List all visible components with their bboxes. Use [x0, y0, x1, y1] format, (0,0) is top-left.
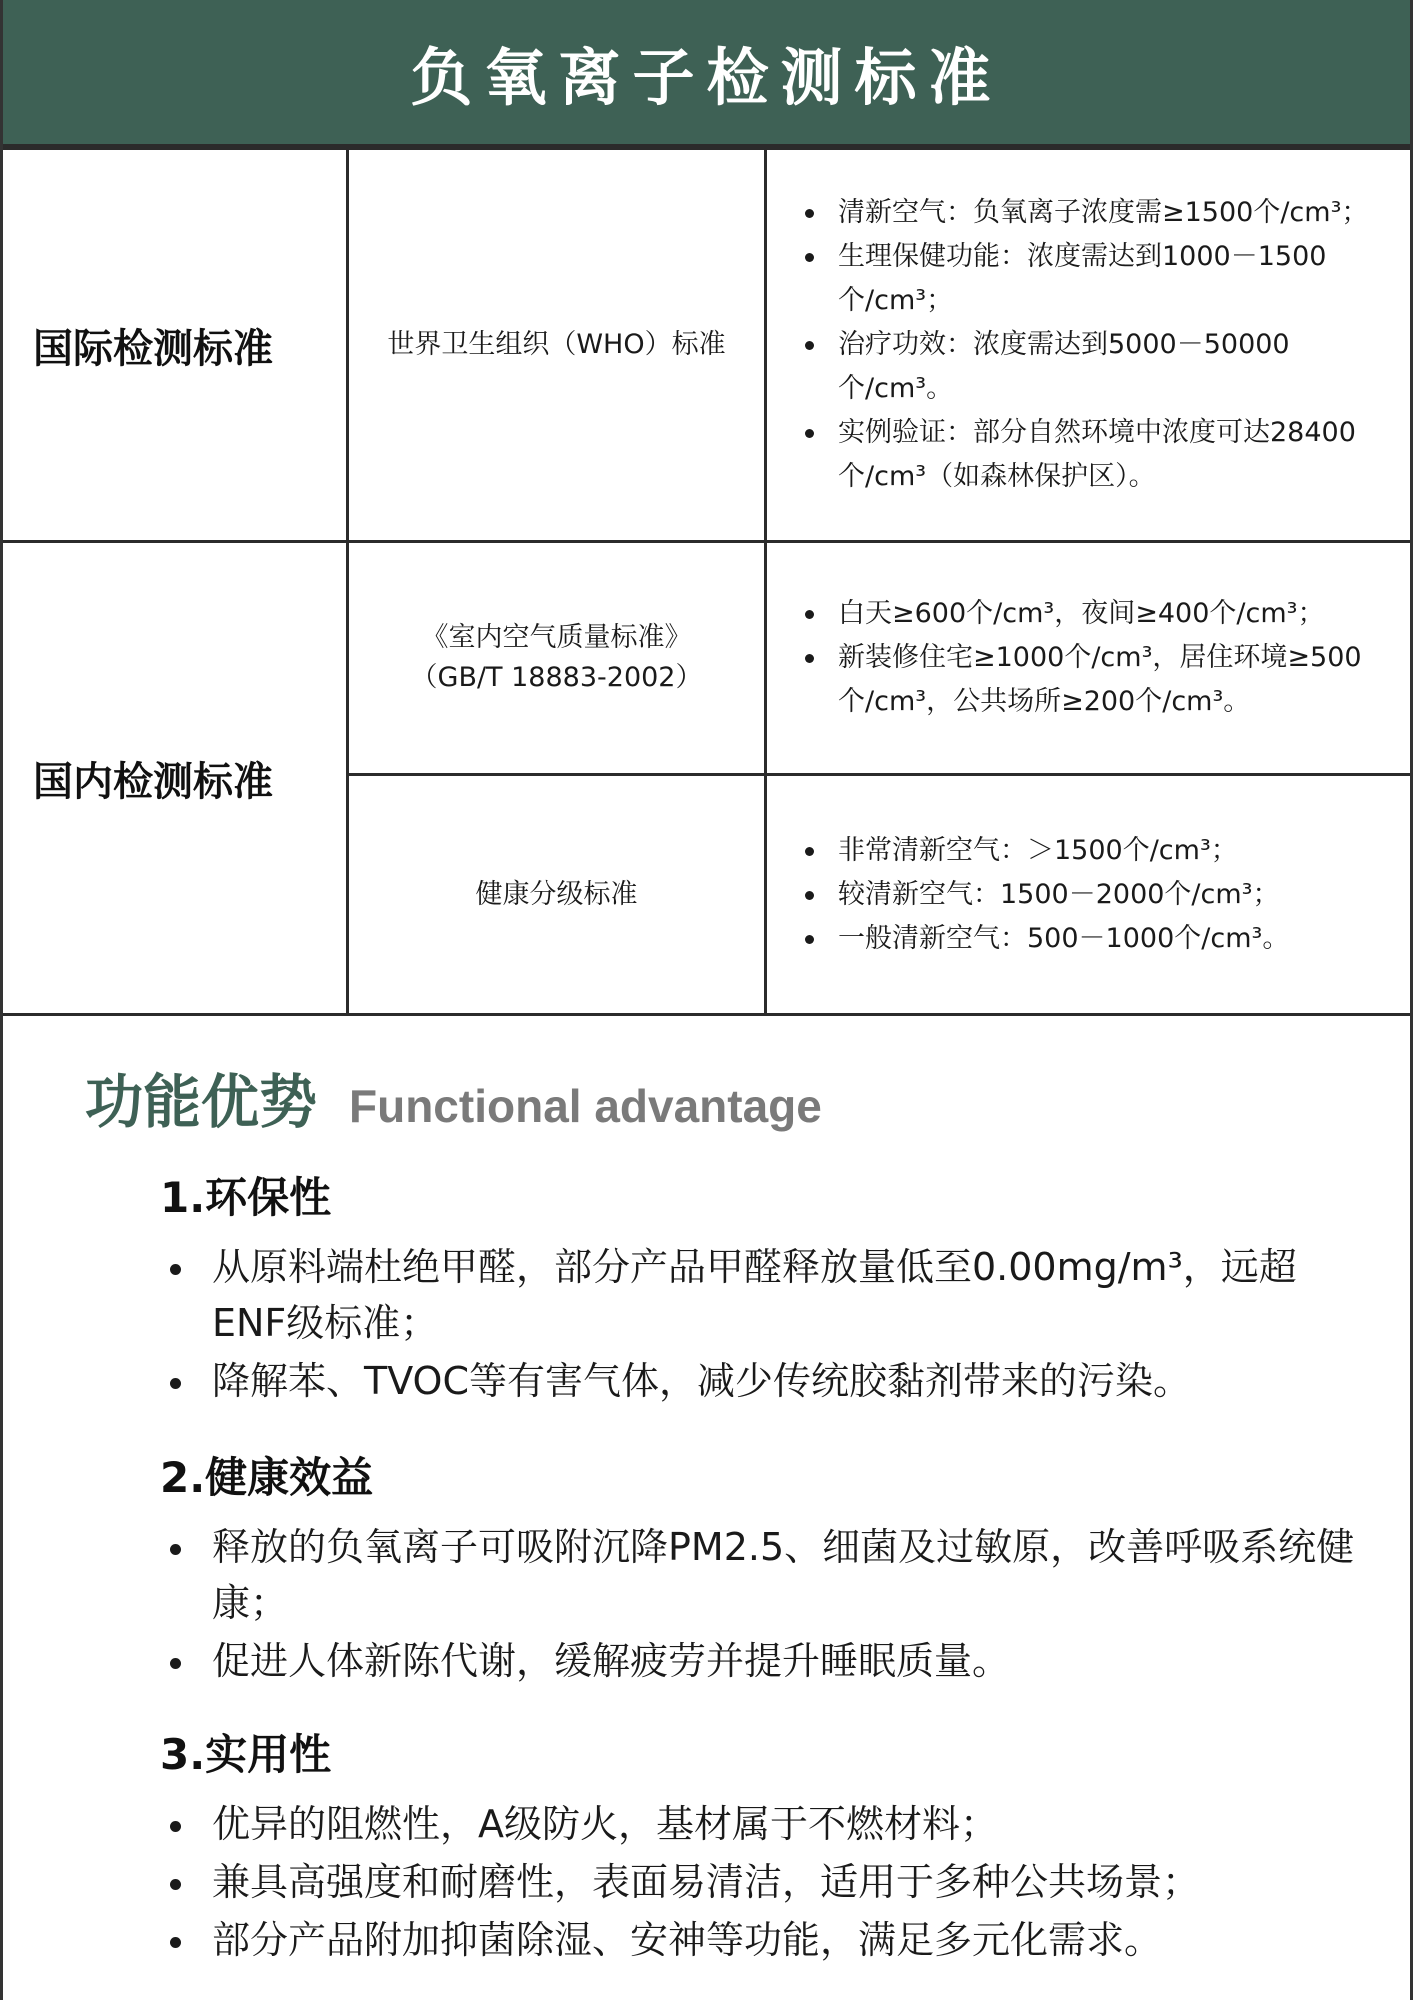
section-heading: 2.健康效益 — [160, 1453, 374, 1502]
standard-details-who — [766, 149, 1413, 542]
list-item: 生理保健功能：浓度需达到1000－1500个/cm³； — [805, 235, 1393, 323]
list-item: 白天≥600个/cm³，夜间≥400个/cm³； — [805, 592, 1393, 636]
list-item: 降解苯、TVOC等有害气体，减少传统胶黏剂带来的污染。 — [170, 1353, 1360, 1409]
advantage-list — [170, 1239, 1360, 1409]
list-item: 优异的阻燃性，A级防火，基材属于不燃材料； — [170, 1796, 1360, 1852]
list-item: 较清新空气：1500－2000个/cm³； — [805, 873, 1393, 917]
page-border-left — [0, 0, 3, 2000]
advantage-list — [170, 1519, 1360, 1689]
advantage-section-eco — [160, 1165, 1360, 1411]
detail-list — [805, 829, 1393, 961]
detail-list — [805, 191, 1393, 499]
standards-table — [0, 147, 1413, 1016]
section-heading: 3.实用性 — [160, 1730, 332, 1779]
standard-details-health — [766, 775, 1413, 1015]
list-item: 治疗功效：浓度需达到5000－50000个/cm³。 — [805, 323, 1393, 411]
advantage-section-health — [160, 1445, 1360, 1691]
table-row-domestic-1 — [2, 542, 1413, 775]
list-item: 一般清新空气：500－1000个/cm³。 — [805, 917, 1393, 961]
category-international: 国际检测标准 — [2, 149, 348, 542]
header-banner — [0, 0, 1413, 147]
standard-name-line: （GB/T 18883-2002） — [410, 662, 703, 693]
detail-list — [805, 592, 1393, 724]
list-item: 新装修住宅≥1000个/cm³，居住环境≥500个/cm³，公共场所≥200个/cm³。 — [805, 636, 1393, 724]
standard-name-line: 《室内空气质量标准》 — [421, 622, 692, 653]
advantages-title — [85, 1055, 822, 1139]
page-title: 负氧离子检测标准 — [410, 40, 1003, 114]
standard-name-who: 世界卫生组织（WHO）标准 — [348, 149, 766, 542]
advantage-list — [170, 1796, 1360, 1968]
list-item: 兼具高强度和耐磨性，表面易清洁，适用于多种公共场景； — [170, 1854, 1360, 1910]
list-item: 清新空气：负氧离子浓度需≥1500个/cm³； — [805, 191, 1393, 235]
table-row-international — [2, 149, 1413, 542]
category-domestic: 国内检测标准 — [2, 542, 348, 1015]
advantage-section-practical — [160, 1722, 1360, 1970]
standard-name-gbt — [348, 542, 766, 775]
advantages-title-en: Functional advantage — [349, 1080, 822, 1132]
list-item: 非常清新空气：＞1500个/cm³； — [805, 829, 1393, 873]
list-item: 促进人体新陈代谢，缓解疲劳并提升睡眠质量。 — [170, 1633, 1360, 1689]
list-item: 释放的负氧离子可吸附沉降PM2.5、细菌及过敏原，改善呼吸系统健康； — [170, 1519, 1360, 1631]
advantages-title-cn: 功能优势 — [85, 1068, 318, 1136]
section-heading: 1.环保性 — [160, 1173, 332, 1222]
list-item: 实例验证：部分自然环境中浓度可达28400个/cm³（如森林保护区）。 — [805, 411, 1393, 499]
standard-details-gbt — [766, 542, 1413, 775]
standard-name-health: 健康分级标准 — [348, 775, 766, 1015]
list-item: 从原料端杜绝甲醛，部分产品甲醛释放量低至0.00mg/m³，远超ENF级标准； — [170, 1239, 1360, 1351]
list-item: 部分产品附加抑菌除湿、安神等功能，满足多元化需求。 — [170, 1912, 1360, 1968]
